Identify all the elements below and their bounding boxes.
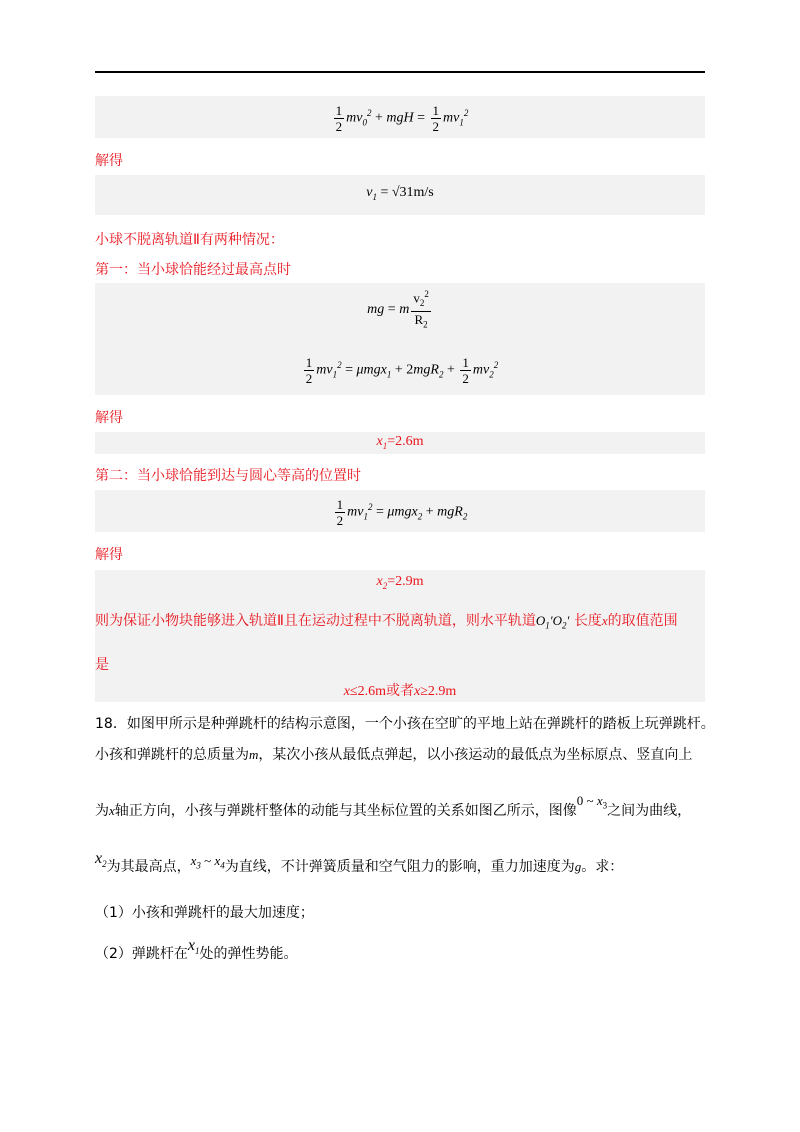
x1-value: =2.6m — [387, 434, 424, 449]
conclusion-line-2: 是 — [95, 657, 109, 673]
conclusion-line: 则为保证小物块能够进入轨道Ⅱ且在运动过程中不脱离轨道，则水平轨道$O_1'O_2'$ 长度x的取值范围 — [95, 613, 678, 631]
equation-case2-energy: $\frac{1}{2}$ $mv_1^2 = \mu mgx_2 + mgR_2$ — [336, 497, 468, 528]
cases-intro: 小球不脱离轨道Ⅱ有两种情况： — [95, 232, 284, 248]
q18-line2: 小孩和弹跳杆的总质量为m，某次小孩从最低点弹起，以小孩运动的最低点为坐标原点、竖直向上 — [95, 747, 693, 763]
q18-sub1: （1）小孩和弹跳杆的最大加速度； — [95, 905, 314, 921]
equation-case1-energy: $\frac{1}{2}$ $mv_1^2 = \mu mgx_1 + 2mgR_2$ + $\frac{1}{2}$ $mv_2^2$ — [305, 355, 499, 386]
label-solve-2: 解得 — [95, 410, 123, 426]
equation-box-energy — [95, 96, 705, 138]
header-rule — [95, 71, 705, 73]
x2-var: x — [376, 574, 383, 589]
q18-sub2: （2）弹跳杆在$x_1$处的弹性势能。 — [95, 937, 298, 962]
q18-line1: 18．如图甲所示是种弹跳杆的结构示意图，一个小孩在空旷的平地上站在弹跳杆的踏板上玩弹跳杆。 — [95, 716, 715, 732]
x1-var: x — [376, 434, 383, 449]
equation-box-v1 — [95, 175, 705, 215]
equation-centripetal: mg = m $\frac{v_2^2}{R_2}$ — [367, 289, 429, 330]
label-solve-1: 解得 — [95, 153, 123, 169]
q18-line3: 为x轴正方向，小孩与弹跳杆整体的动能与其坐标位置的关系如图乙所示，图像0 ~ $x_3$之间为曲线， — [95, 793, 692, 819]
case2-title: 第二：当小球恰能到达与圆心等高的位置时 — [95, 468, 361, 484]
equation-box-case2 — [95, 490, 705, 532]
equation-energy-conservation: $\frac{1}{2}$ $mv_0^2$ + mgH = $\frac{1}{2}$ $mv_1^2$ — [335, 103, 469, 134]
result-x1 — [95, 434, 705, 451]
equation-box-case1 — [95, 283, 705, 395]
result-x2 — [95, 574, 705, 591]
label-solve-3: 解得 — [95, 547, 123, 563]
q18-line4: $x_2$为其最高点，$x_3$ ~ $x_4$为直线，不计弹簧质量和空气阻力的影响，重力加速度为g。求： — [95, 850, 624, 875]
x1-sub: 1 — [382, 440, 388, 451]
case1-title: 第一：当小球恰能经过最高点时 — [95, 262, 291, 278]
equation-v1-result: $v_1 = √31m/s$ — [366, 185, 434, 202]
equation-box-x1 — [95, 432, 705, 454]
final-range: x≤2.6m或者x≥2.9m — [343, 684, 457, 699]
x2-value: =2.9m — [387, 574, 424, 589]
conclusion-box — [95, 570, 705, 702]
x2-sub: 2 — [382, 580, 388, 591]
